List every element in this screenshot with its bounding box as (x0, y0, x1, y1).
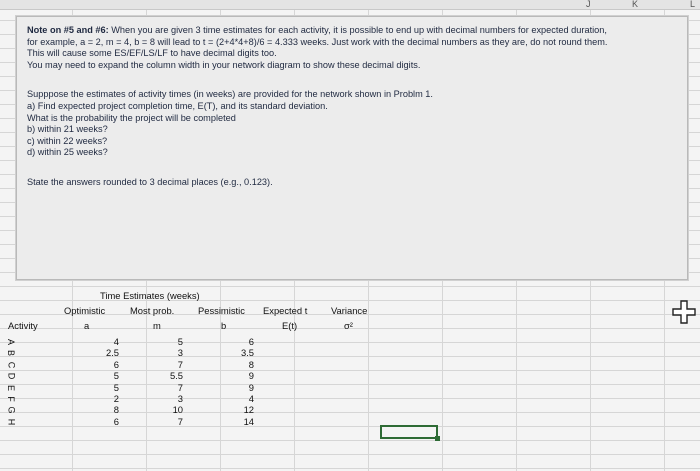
part-a: a) Find expected project completion time, E(T), and its standard deviation. (27, 100, 328, 111)
value-a: 2 (113, 393, 119, 404)
value-b: 12 (243, 404, 254, 416)
value-a: 8 (113, 404, 119, 416)
note-text-box[interactable] (16, 16, 688, 280)
header-optimistic: Optimistic (64, 305, 106, 316)
value-m: 3 (177, 393, 183, 404)
column-header-k[interactable]: K (632, 0, 639, 9)
value-b: 9 (248, 370, 254, 382)
rounding-instruction: State the answers rounded to 3 decimal places (e.g., 0.123). (27, 176, 273, 187)
value-b: 8 (248, 358, 254, 370)
header-sigma-squared: σ² (344, 320, 353, 331)
header-a: a (84, 320, 90, 331)
value-b: 9 (248, 381, 254, 393)
column-header-j[interactable]: J (586, 0, 591, 9)
activity-label (8, 370, 15, 381)
value-a: 5 (113, 370, 119, 382)
value-b: 14 (243, 415, 254, 427)
header-b: b (221, 320, 227, 331)
value-a: 6 (113, 358, 119, 370)
header-et: E(t) (282, 320, 298, 331)
note-line-1 (27, 25, 673, 37)
selected-cell[interactable] (380, 425, 438, 439)
value-m: 7 (177, 381, 183, 393)
part-c: c) within 22 weeks? (27, 135, 108, 146)
value-m: 7 (177, 358, 183, 370)
activity-label-text: A (6, 338, 17, 346)
value-a: 6 (113, 415, 119, 427)
header-expected-t: Expected t (263, 305, 308, 316)
note-label: Note on #5 and #6: (27, 25, 109, 35)
part-a-question: What is the probability the project will be completed (27, 112, 236, 123)
activity-label-text: E (6, 384, 17, 391)
activity-label-text: F (5, 396, 16, 402)
activity-label (8, 404, 15, 415)
activity-label-text: G (6, 406, 17, 414)
value-m: 7 (177, 415, 183, 427)
activity-label (6, 347, 17, 358)
value-a: 4 (113, 336, 119, 347)
fill-handle[interactable] (435, 436, 440, 441)
value-b: 6 (248, 336, 254, 347)
part-d: d) within 25 weeks? (27, 147, 108, 158)
activity-label (5, 393, 16, 404)
value-m: 5.5 (169, 370, 183, 382)
value-m: 10 (172, 404, 183, 416)
column-header-strip (0, 0, 700, 10)
value-m: 3 (177, 347, 183, 359)
note-line-4: You may need to expand the column width in your network diagram to show these decimal digits. (27, 59, 421, 70)
activity-label (8, 359, 15, 370)
header-variance: Variance (331, 305, 368, 316)
time-estimates-header: Time Estimates (weeks) (100, 290, 200, 301)
activity-label (8, 416, 15, 427)
activity-label-text: C (6, 361, 17, 369)
header-m: m (153, 320, 161, 331)
activity-label-text: D (6, 372, 17, 380)
note-line-3: This will cause some ES/EF/LS/LF to have decimal digits too. (27, 48, 277, 59)
part-b: b) within 21 weeks? (27, 124, 108, 135)
activity-label-text: H (6, 418, 17, 426)
value-b: 4 (248, 393, 254, 404)
problem-intro: Supppose the estimates of activity times (in weeks) are provided for the network shown in Problm 1. (27, 89, 433, 100)
header-activity: Activity (8, 320, 38, 331)
column-header-l[interactable]: L (690, 0, 696, 9)
activity-label (6, 382, 17, 393)
value-a: 2.5 (105, 347, 119, 359)
value-b: 3.5 (240, 347, 254, 359)
activity-label (6, 336, 17, 347)
header-pessimistic: Pessimistic (198, 305, 245, 316)
activity-label-text: B (6, 350, 17, 357)
note-line-2: for example, a = 2, m = 4, b = 8 will lead to t = (2+4*4+8)/6 = 4.333 weeks. Just work with the decimal numbers as they are, do not round them. (27, 36, 608, 47)
value-m: 5 (177, 336, 183, 347)
header-most-prob: Most prob. (130, 305, 175, 316)
note-line-1-text: When you are given 3 time estimates for each activity, it is possible to end up with decimal numbers for expected duration, (108, 25, 607, 35)
cell-select-cursor-icon (672, 300, 696, 324)
value-a: 5 (113, 381, 119, 393)
